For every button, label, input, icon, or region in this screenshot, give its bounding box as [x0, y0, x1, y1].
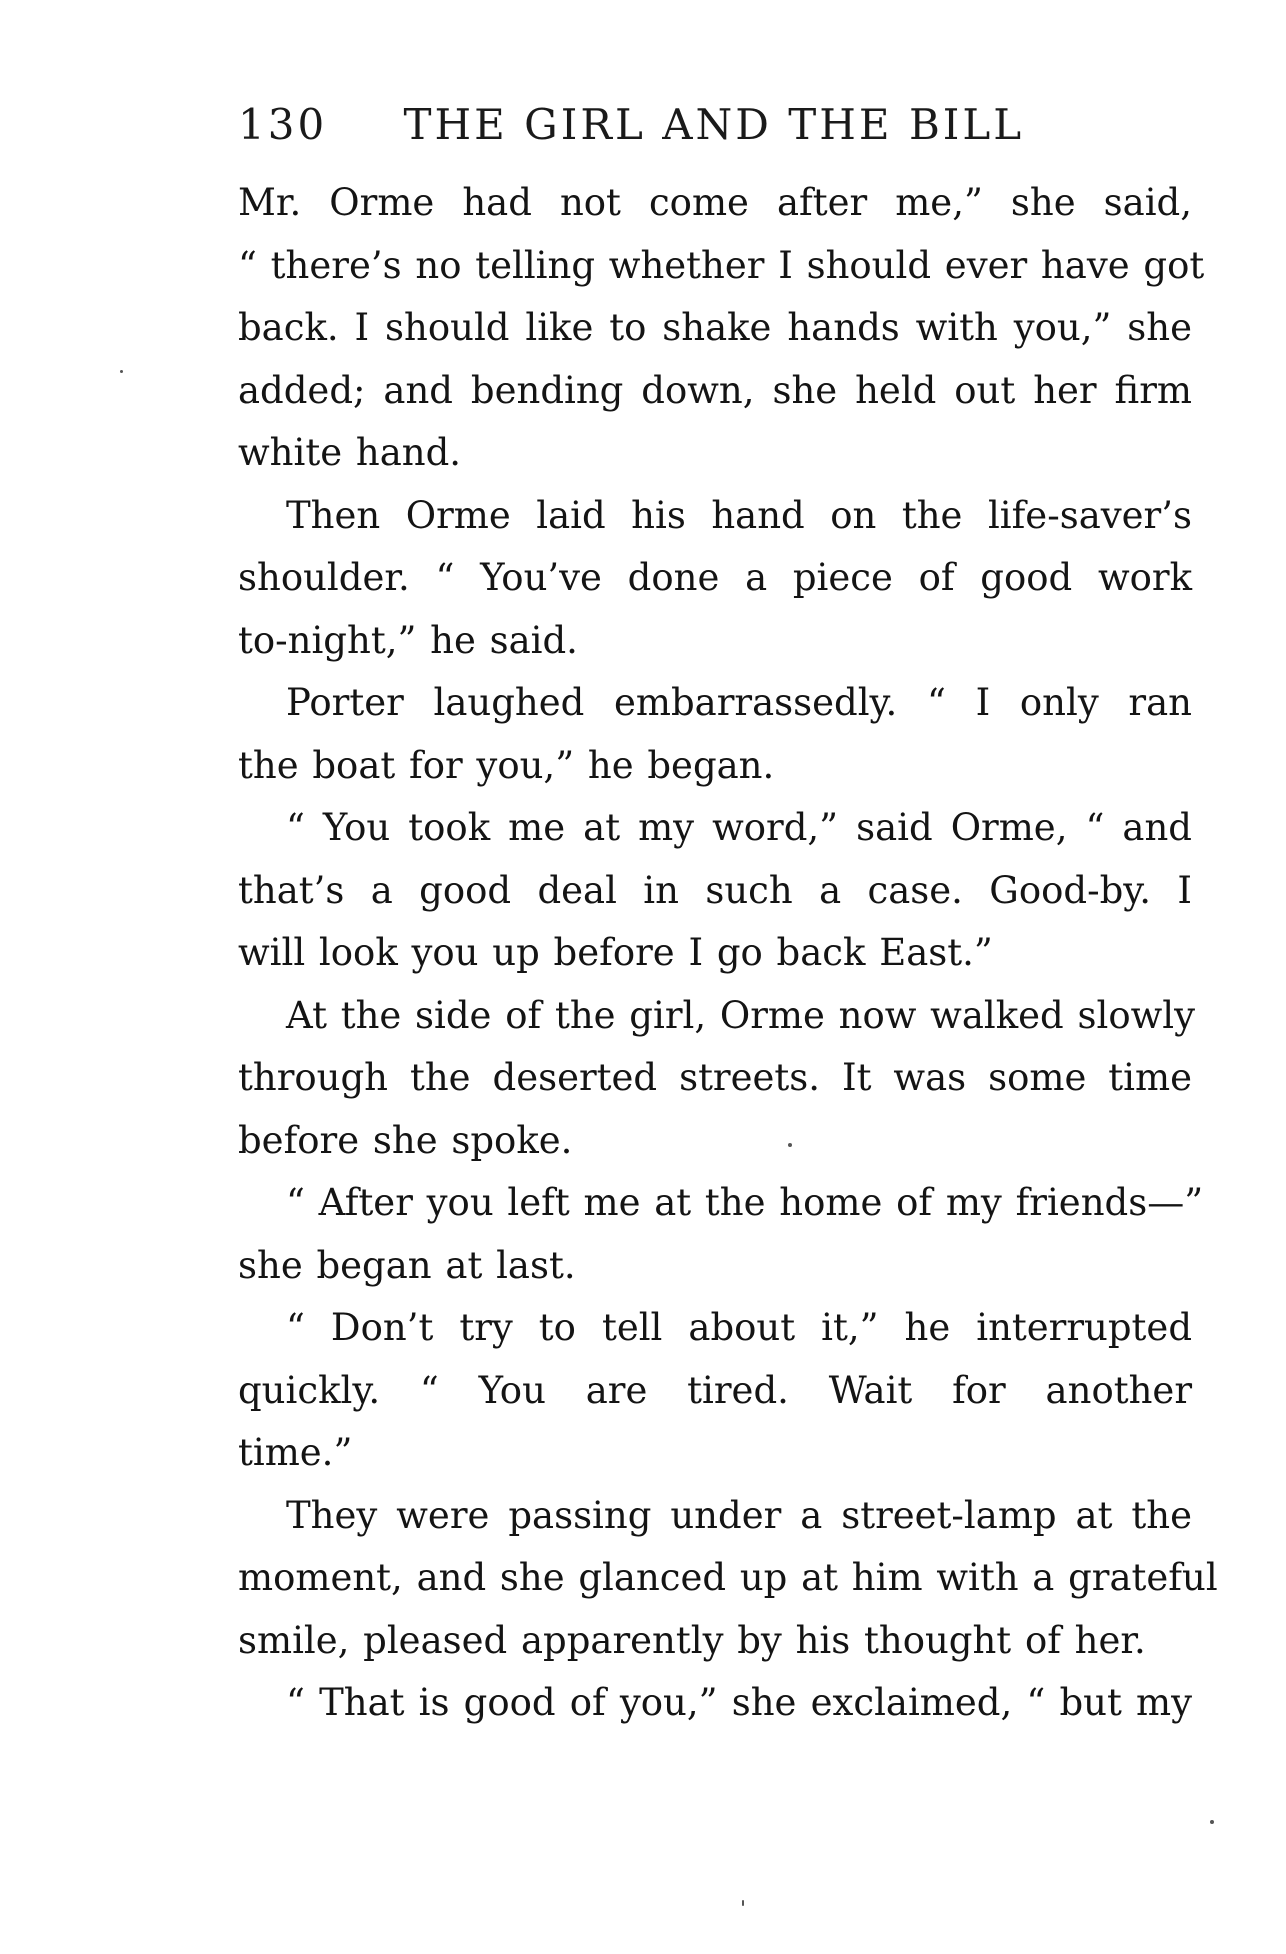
text-line: the boat for you,” he began.	[238, 743, 775, 787]
text-line: “ Don’t try to tell about it,” he interrupted	[286, 1306, 1192, 1349]
paragraph	[238, 172, 1205, 485]
scan-speck	[1210, 1820, 1214, 1824]
text-line: They were passing under a street-lamp at the	[286, 1493, 1192, 1537]
text-line: will look you up before I go back East.”	[238, 931, 993, 974]
paragraph	[238, 672, 1192, 797]
text-line: back. I should like to shake hands with you,” she	[238, 306, 1192, 349]
text-line: added; and bending down, she held out her firm	[238, 368, 1192, 412]
text-line: quickly. “ You are tired. Wait for another	[238, 1368, 1192, 1412]
text-line: “ After you left me at the home of my friends—”	[286, 1181, 1204, 1224]
text-line: that’s a good deal in such a case. Good-by. I	[238, 868, 1192, 912]
text-line: through the deserted streets. It was some time	[238, 1056, 1192, 1099]
text-line: At the side of the girl, Orme now walked slowly	[286, 993, 1195, 1037]
text-line: “ You took me at my word,” said Orme, “ and	[286, 806, 1192, 849]
text-line: shoulder. “ You’ve done a piece of good work	[238, 556, 1192, 599]
paragraph	[238, 985, 1195, 1173]
page-number: 130	[238, 100, 328, 149]
text-line: “ there’s no telling whether I should ever have got	[238, 243, 1205, 287]
text-line: Mr. Orme had not come after me,” she said,	[238, 181, 1192, 224]
scan-speck	[120, 370, 123, 373]
text-line: she began at last.	[238, 1243, 576, 1287]
paragraph	[238, 797, 1192, 985]
text-line: before she spoke.	[238, 1118, 573, 1162]
text-line: moment, and she glanced up at him with a grateful	[238, 1556, 1218, 1599]
text-line: Then Orme laid his hand on the life-saver’s	[286, 493, 1192, 537]
text-line: “ That is good of you,” she exclaimed, “ but my	[286, 1681, 1192, 1724]
text-line: to-night,” he said.	[238, 618, 578, 662]
page-header	[238, 100, 1198, 172]
text-line: smile, pleased apparently by his thought of her.	[238, 1618, 1146, 1662]
paragraph	[238, 485, 1192, 673]
scan-speck	[788, 1143, 792, 1147]
text-line: Porter laughed embarrassedly. “ I only ran	[286, 681, 1192, 724]
scan-speck	[742, 1900, 744, 1906]
body-text	[238, 172, 1218, 1735]
running-title: THE GIRL AND THE BILL	[403, 100, 1025, 149]
text-line: white hand.	[238, 431, 462, 474]
paragraph	[238, 1672, 1192, 1735]
paragraph	[238, 1297, 1192, 1485]
paragraph	[238, 1485, 1218, 1673]
text-line: time.”	[238, 1431, 353, 1474]
paragraph	[238, 1172, 1204, 1297]
